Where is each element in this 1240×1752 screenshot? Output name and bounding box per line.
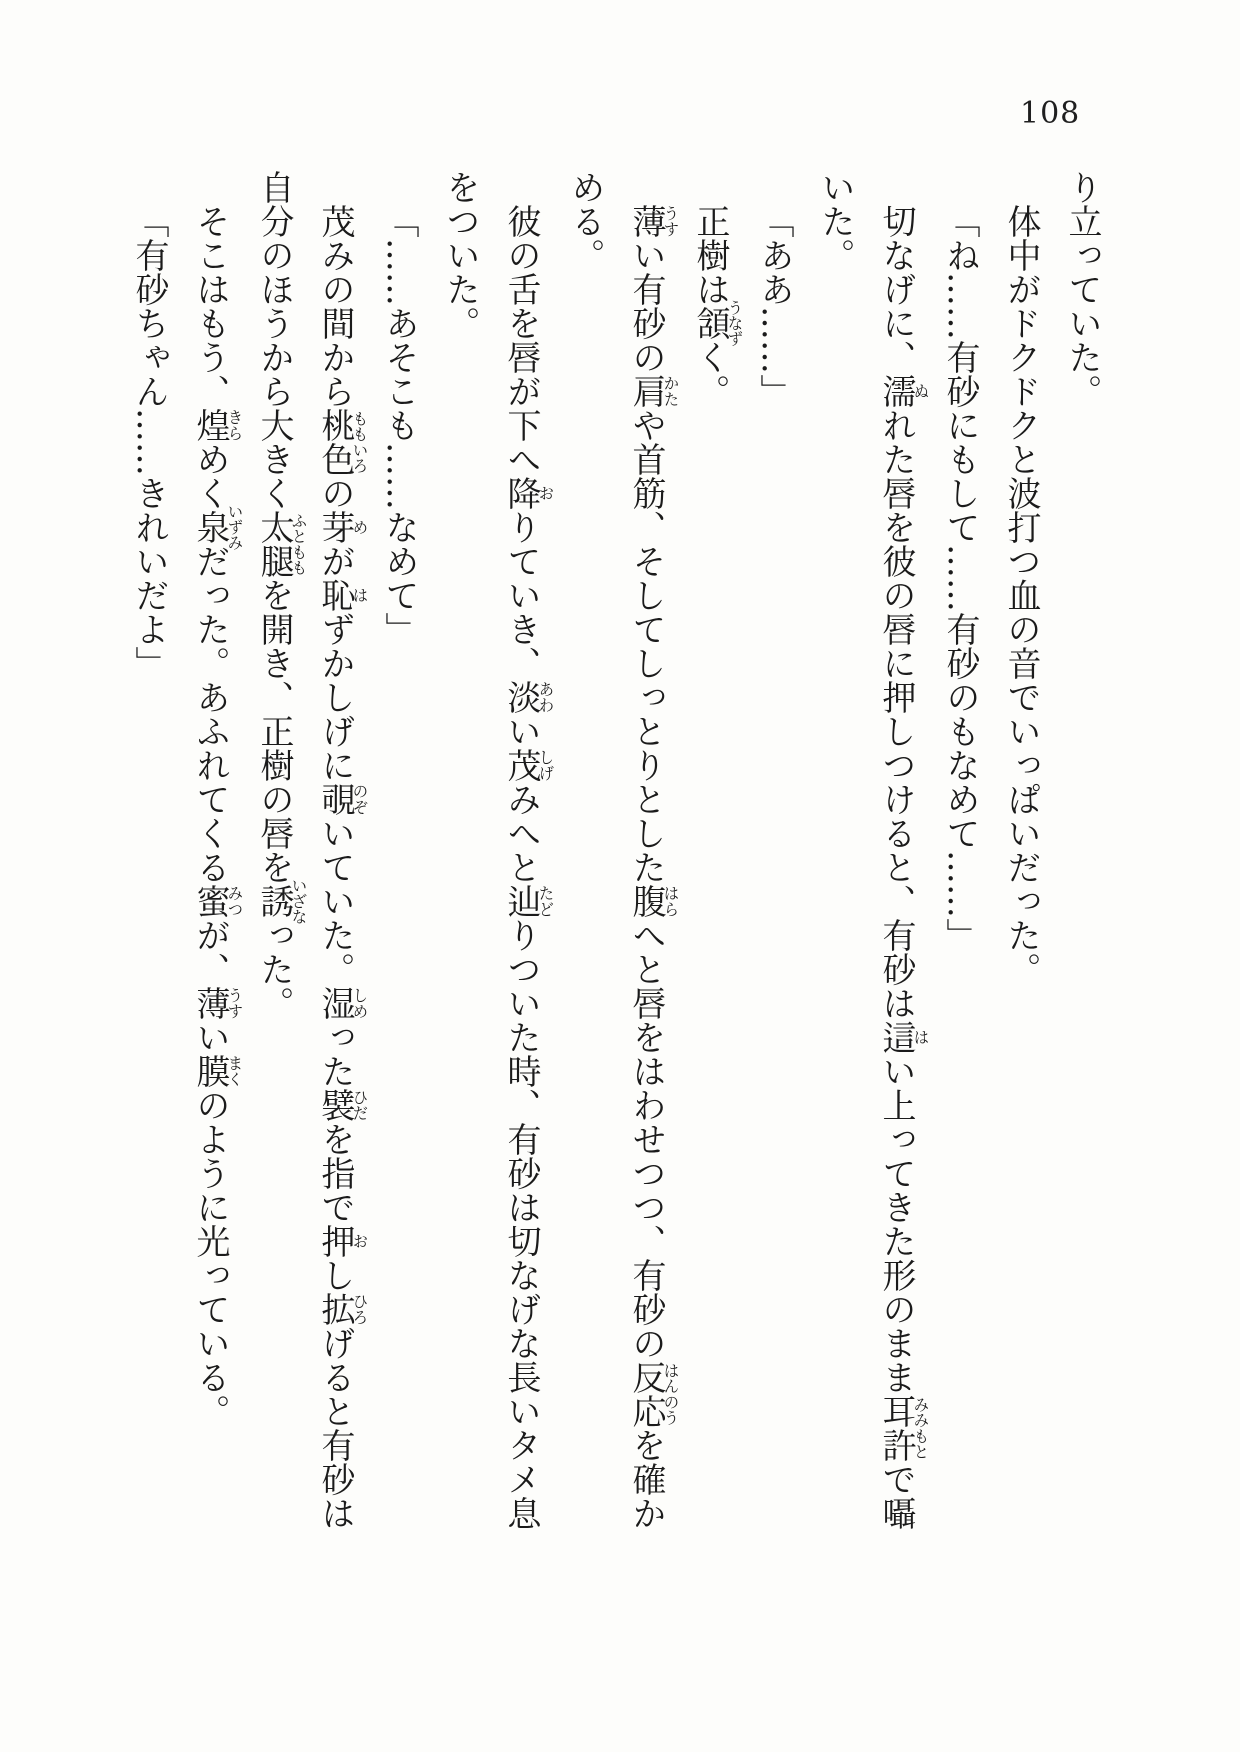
ruby-annotated-word: 這は bbox=[876, 1020, 931, 1054]
ruby-annotated-word: 湿しめ bbox=[315, 986, 370, 1020]
ruby-annotated-word: 耳許みみもと bbox=[876, 1394, 931, 1462]
ruby-annotated-word: 蜜みつ bbox=[190, 884, 245, 918]
paragraph: そこはもう、煌きらめく泉いずみだった。あふれてくる蜜みつが、薄うすい膜まくのように光っている。 bbox=[190, 204, 245, 1428]
ruby-annotated-word: 薄うす bbox=[190, 986, 245, 1020]
paragraph: 「有砂ちゃん……きれいだよ」 bbox=[129, 204, 169, 680]
ruby-annotated-word: 桃色ももいろ bbox=[315, 408, 370, 476]
ruby-annotated-word: 襞ひだ bbox=[315, 1088, 370, 1122]
ruby-annotated-word: 誘いざな bbox=[254, 877, 309, 925]
ruby-annotated-word: 泉いずみ bbox=[190, 503, 245, 551]
ruby-annotated-word: 降お bbox=[501, 476, 556, 510]
paragraph: 正樹は頷うなずく。 bbox=[690, 204, 745, 408]
vertical-text-block bbox=[129, 170, 1112, 1630]
page-number: 108 bbox=[1020, 96, 1081, 131]
ruby-annotated-word: 淡あわ bbox=[501, 680, 556, 714]
ruby-annotated-word: 膜まく bbox=[190, 1054, 245, 1088]
ruby-annotated-word: 頷うなず bbox=[690, 299, 745, 347]
ruby-annotated-word: 太腿ふともも bbox=[254, 510, 309, 578]
paragraph: 彼の舌を唇が下へ降おりていき、淡あわい茂しげみへと辿たどりついた時、有砂は切なげな長いタメ息 をついた。 bbox=[440, 170, 556, 1530]
paragraph: 「ね……有砂にもして……有砂のもなめて……」 bbox=[940, 204, 980, 952]
ruby-annotated-word: 煌きら bbox=[190, 408, 245, 442]
ruby-annotated-word: 辿たど bbox=[501, 884, 556, 918]
paragraph: 「……あそこも……なめて」 bbox=[379, 204, 419, 646]
ruby-annotated-word: 覗のぞ bbox=[315, 782, 370, 816]
ruby-annotated-word: 肩かた bbox=[626, 374, 681, 408]
paragraph: 茂みの間から桃色ももいろの芽めが恥はずかしげに覗のぞいていた。湿しめった襞ひだを指で押おし拡ひろげると有砂は 自分のほうから大きく太腿ふとももを開き、正樹の唇を誘いざなった。 bbox=[254, 170, 370, 1530]
paragraph: り立っていた。 bbox=[1062, 170, 1102, 408]
paragraph: 薄うすい有砂の肩かたや首筋、そしてしっとりとした腹はらへと唇をはわせつつ、有砂の反応はんのうを確か める。 bbox=[565, 170, 681, 1530]
ruby-annotated-word: 恥は bbox=[315, 578, 370, 612]
ruby-annotated-word: 薄うす bbox=[626, 204, 681, 238]
paragraph: 「ああ……」 bbox=[754, 204, 794, 408]
ruby-annotated-word: 拡ひろ bbox=[315, 1292, 370, 1326]
paragraph: 体中がドクドクと波打つ血の音でいっぱいだった。 bbox=[1001, 204, 1041, 986]
paragraph: 切なげに、濡ぬれた唇を彼の唇に押しつけると、有砂は這はい上ってきた形のまま耳許みみもとで囁 いた。 bbox=[815, 170, 931, 1530]
ruby-annotated-word: 濡ぬ bbox=[876, 374, 931, 408]
ruby-annotated-word: 押お bbox=[315, 1224, 370, 1258]
ruby-annotated-word: 反応はんのう bbox=[626, 1360, 681, 1428]
ruby-annotated-word: 腹はら bbox=[626, 884, 681, 918]
ruby-annotated-word: 茂しげ bbox=[501, 748, 556, 782]
ruby-annotated-word: 芽め bbox=[315, 510, 370, 544]
